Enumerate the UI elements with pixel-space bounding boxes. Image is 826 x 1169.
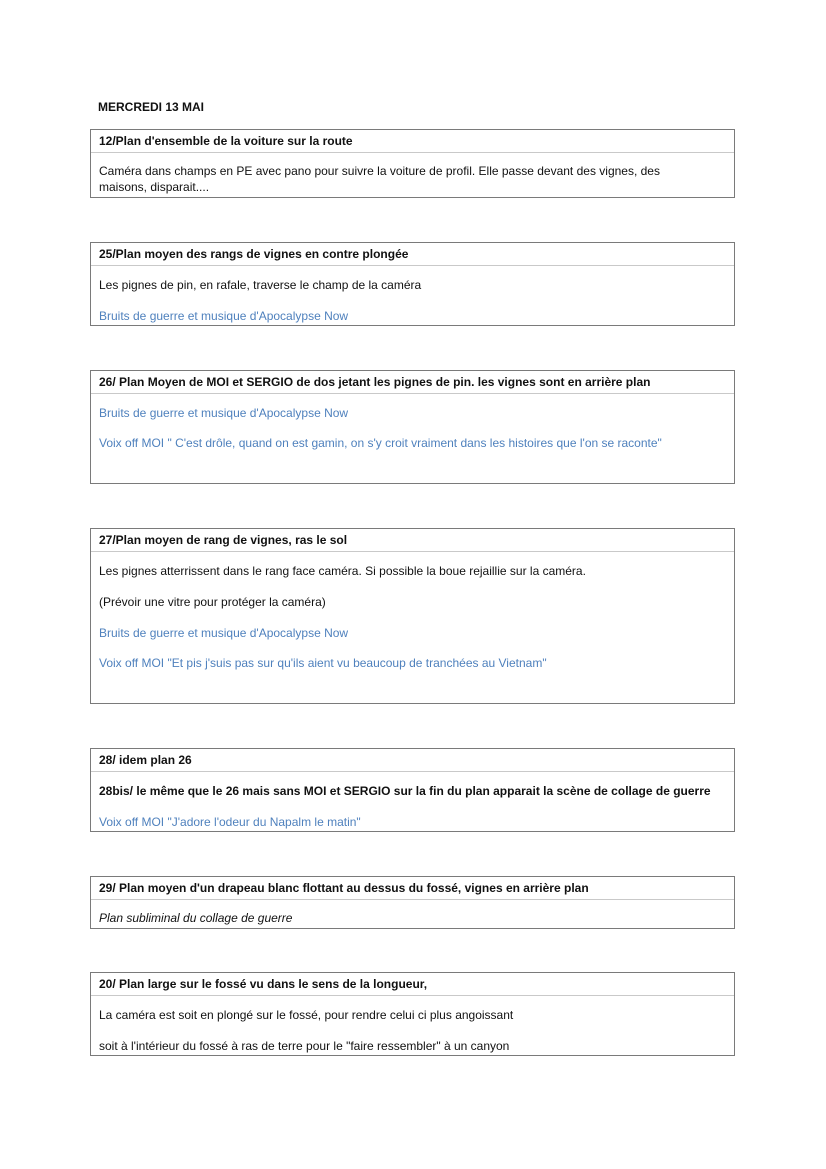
scene-description-line: Plan subliminal du collage de guerre <box>99 911 293 925</box>
scene-description-line: Les pignes de pin, en rafale, traverse le champ de la caméra <box>99 278 422 292</box>
scene-sound-note: Voix off MOI "Et pis j'suis pas sur qu'ils aient vu beaucoup de tranchées au Vietnam" <box>99 656 547 670</box>
scene-heading: 25/Plan moyen des rangs de vignes en contre plongée <box>99 247 409 261</box>
scene-sound-note: Bruits de guerre et musique d'Apocalypse Now <box>99 626 349 640</box>
scene-box <box>90 748 735 832</box>
scene-description-line: maisons, disparait.... <box>99 180 210 194</box>
scene-description-line: La caméra est soit en plongé sur le fossé, pour rendre celui ci plus angoissant <box>99 1008 514 1022</box>
scene-heading: 29/ Plan moyen d'un drapeau blanc flottant au dessus du fossé, vignes en arrière plan <box>99 881 589 895</box>
scene-heading: 28/ idem plan 26 <box>99 753 192 767</box>
page-date: MERCREDI 13 MAI <box>98 100 205 114</box>
scene-box <box>90 972 735 1056</box>
scene-description-line: Les pignes atterrissent dans le rang face caméra. Si possible la boue rejaillie sur la caméra. <box>99 564 586 578</box>
scene-heading: 27/Plan moyen de rang de vignes, ras le sol <box>99 533 348 547</box>
scene-description-line: 28bis/ le même que le 26 mais sans MOI et SERGIO sur la fin du plan apparait la scène de collage de guerre <box>99 784 711 798</box>
scene-heading: 12/Plan d'ensemble de la voiture sur la route <box>99 134 353 148</box>
scene-description-line: Caméra dans champs en PE avec pano pour suivre la voiture de profil. Elle passe devant des vignes, des <box>99 164 660 178</box>
scene-box <box>90 129 735 198</box>
scene-sound-note: Voix off MOI " C'est drôle, quand on est gamin, on s'y croit vraiment dans les histoires que l'on se raconte" <box>99 436 662 450</box>
scene-sound-note: Bruits de guerre et musique d'Apocalypse Now <box>99 309 349 323</box>
scene-box <box>90 876 735 929</box>
scene-sound-note: Voix off MOI "J'adore l'odeur du Napalm le matin" <box>99 815 361 829</box>
scene-box <box>90 528 735 704</box>
scene-box <box>90 370 735 484</box>
scene-description-line: (Prévoir une vitre pour protéger la caméra) <box>99 595 326 609</box>
scene-sound-note: Bruits de guerre et musique d'Apocalypse Now <box>99 406 349 420</box>
scene-description-line: soit à l'intérieur du fossé à ras de terre pour le "faire ressembler" à un canyon <box>99 1039 510 1053</box>
scene-box <box>90 242 735 326</box>
scene-heading: 26/ Plan Moyen de MOI et SERGIO de dos jetant les pignes de pin. les vignes sont en arrière plan <box>99 375 651 389</box>
scene-heading: 20/ Plan large sur le fossé vu dans le sens de la longueur, <box>99 977 428 991</box>
